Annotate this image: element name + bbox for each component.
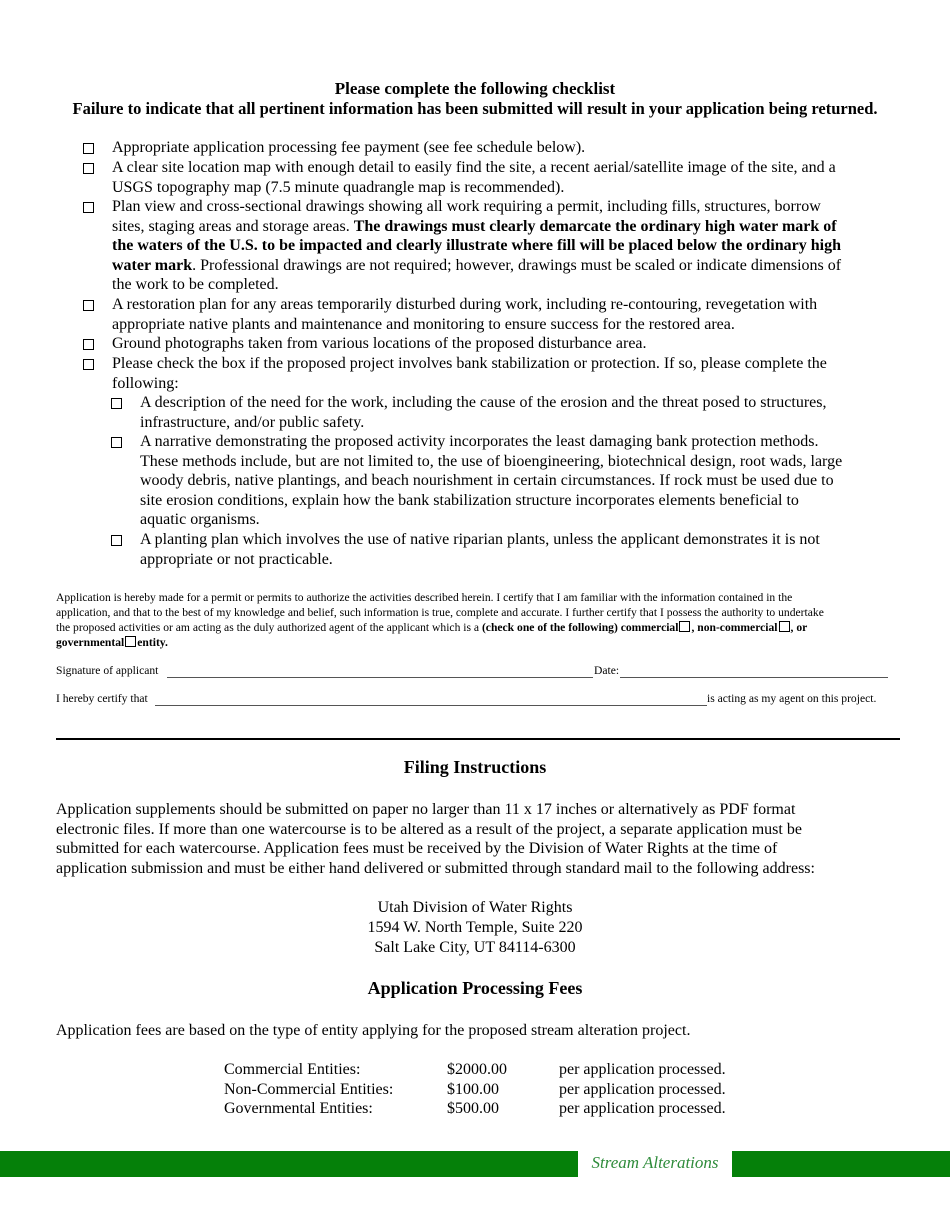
checkbox-need-description[interactable]: [111, 398, 122, 409]
signature-field[interactable]: [167, 677, 593, 678]
fee-amount: $500.00: [447, 1100, 499, 1118]
checkbox-commercial[interactable]: [679, 621, 690, 632]
checkbox-bank-stabilization[interactable]: [83, 359, 94, 370]
filing-instructions-heading: Filing Instructions: [403, 757, 547, 777]
filing-instructions-text: Application supplements should be submitted on paper no larger than 11 x 17 inches or alternatively as PDF format electronic files. If more than one watercourse is to be altered as a result of the project, a separate application must be submitted for each watercourse. Application fees must be received by the Division of Water Rights at the time of application submission and must be either hand delivered or submitted through standard mail to the following address:: [56, 801, 815, 877]
date-label: Date:: [594, 664, 620, 677]
checklist-item-bank-stabilization: Please check the box if the proposed project involves bank stabilization or protection. If so, please complete the following:: [112, 355, 827, 392]
date-field[interactable]: [620, 677, 888, 678]
footer-bar: [0, 1151, 950, 1177]
section-divider: [56, 738, 900, 740]
checklist-item-site-map: A clear site location map with enough detail to easily find the site, a recent aerial/satellite image of the site, and a USGS topography map (7.5 minute quadrangle map is recommended).: [112, 159, 836, 196]
checklist-title: Please complete the following checklist: [334, 79, 616, 98]
checkbox-planting-plan[interactable]: [111, 535, 122, 546]
sub-item-narrative: A narrative demonstrating the proposed activity incorporates the least damaging bank protection methods. These methods include, but are not limited to, the use of bioengineering, biotechnical design, root wads, large woody debris, native plantings, and beach nourishment in certain circumstances. If rock must be used due to site erosion conditions, explain how the bank stabilization structure incorporates elements beneficial to aquatic organisms.: [140, 433, 843, 529]
agent-certify-label: I hereby certify that: [56, 692, 148, 705]
fee-amount: $100.00: [447, 1080, 499, 1098]
fee-note: per application processed.: [559, 1080, 726, 1098]
checkbox-fee-payment[interactable]: [83, 143, 94, 154]
fee-amount: $2000.00: [447, 1061, 507, 1078]
checkbox-restoration-plan[interactable]: [83, 300, 94, 311]
fee-note-column: [559, 1060, 726, 1119]
sub-item-need-description: A description of the need for the work, including the cause of the erosion and the threat posed to structures, infrastructure, and/or public safety.: [140, 394, 827, 431]
fee-note: per application processed.: [559, 1061, 726, 1078]
fee-entity-column: [224, 1060, 393, 1119]
checklist-warning: Failure to indicate that all pertinent information has been submitted will result in your application being returned.: [72, 99, 878, 118]
fee-note: per application processed.: [559, 1100, 726, 1118]
agent-suffix-label: is acting as my agent on this project.: [707, 692, 877, 705]
certification-statement: Application is hereby made for a permit or permits to authorize the activities described herein. I certify that I am familiar with the information contained in the application, and that to the best of my knowledge and belief, such information is true, complete and accurate. I further certify that I possess the authority to undertake the proposed activities or am acting as the duly authorized agent of the applicant which is a (check one of the following) commercial , non-commercial , or governmental entity.: [56, 591, 824, 649]
agent-name-field[interactable]: [155, 705, 707, 706]
checkbox-narrative[interactable]: [111, 437, 122, 448]
fees-intro: Application fees are based on the type of entity applying for the proposed stream alteration project.: [56, 1022, 691, 1039]
checklist-item-drawings: Plan view and cross-sectional drawings showing all work requiring a permit, including fills, structures, borrow sites, staging areas and storage areas. The drawings must clearly demarcate the ordinary high water mark of the waters of the U.S. to be impacted and clearly illustrate where fill will be placed below the ordinary high water mark. Professional drawings are not required; however, drawings must be scaled or indicate dimensions of the work to be completed.: [112, 198, 842, 294]
checkbox-photographs[interactable]: [83, 339, 94, 350]
checkbox-non-commercial[interactable]: [779, 621, 790, 632]
mailing-address: Utah Division of Water Rights 1594 W. North Temple, Suite 220 Salt Lake City, UT 84114-6300: [367, 899, 583, 956]
checklist-item-photographs: Ground photographs taken from various locations of the proposed disturbance area.: [112, 335, 647, 352]
checkbox-drawings[interactable]: [83, 202, 94, 213]
sub-item-planting-plan: A planting plan which involves the use of native riparian plants, unless the applicant demonstrates it is not appropriate or not practicable.: [140, 531, 820, 568]
fees-heading: Application Processing Fees: [367, 978, 583, 998]
checklist-item-restoration: A restoration plan for any areas temporarily disturbed during work, including re-contouring, revegetation with appropriate native plants and maintenance and monitoring to ensure success for the restored area.: [112, 296, 818, 333]
fee-amount-column: [447, 1060, 507, 1119]
checkbox-site-map[interactable]: [83, 163, 94, 174]
checkbox-governmental[interactable]: [125, 636, 136, 647]
footer-label: Stream Alterations: [591, 1153, 719, 1172]
fee-entity: Non-Commercial Entities:: [224, 1080, 394, 1098]
fee-entity: Governmental Entities:: [224, 1100, 373, 1118]
fee-entity: Commercial Entities:: [224, 1061, 361, 1078]
checklist-item-fee: Appropriate application processing fee payment (see fee schedule below).: [112, 139, 586, 156]
signature-label: Signature of applicant: [56, 664, 159, 677]
